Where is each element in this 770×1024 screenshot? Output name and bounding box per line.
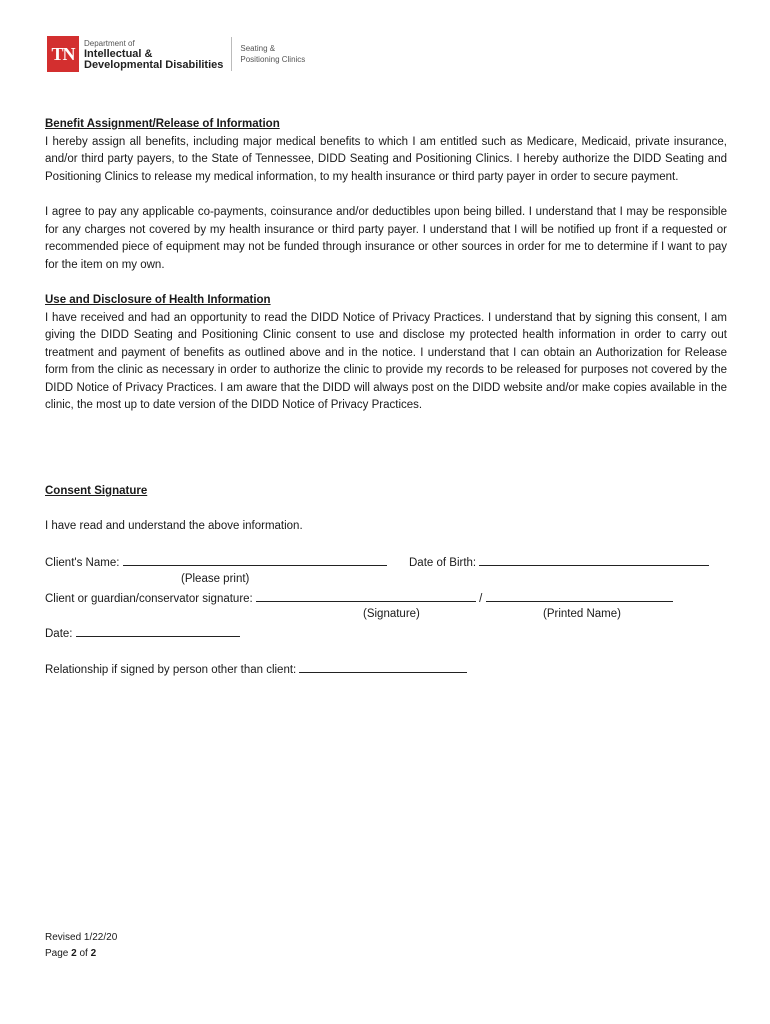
signature-label: Client or guardian/conservator signature: [45, 593, 253, 605]
benefit-heading: Benefit Assignment/Release of Information [45, 118, 280, 130]
page-number [45, 946, 117, 962]
please-print-caption: (Please print) [181, 573, 250, 585]
consent-heading: Consent Signature [45, 485, 148, 497]
date-row [45, 624, 240, 644]
clinic-name [240, 43, 305, 65]
printed-name-field[interactable] [486, 589, 673, 602]
date-field[interactable] [76, 624, 240, 637]
dob-field[interactable] [479, 553, 709, 566]
disclosure-heading: Use and Disclosure of Health Information [45, 294, 271, 306]
dept-line1: Intellectual & [84, 47, 153, 60]
letterhead [47, 32, 305, 76]
signature-caption: (Signature) [363, 608, 420, 620]
client-name-row [45, 553, 387, 573]
signature-slash: / [479, 593, 483, 605]
dept-line2: Developmental Disabilities [84, 58, 224, 71]
benefit-paragraph-2: I agree to pay any applicable co-payments, coinsurance and/or deductibles upon being billed. I understand that I may be responsible for any charges not covered by my health insurance or third party payer. I understand that I will be notified up front if a requested or recommended piece of equipment may not be funded through insurance or other sources in order for me to determine if I want to pay for the item on my own. [45, 206, 727, 271]
relationship-row [45, 660, 467, 680]
page-prefix: Page [45, 948, 69, 959]
page-total: 2 [90, 948, 97, 959]
header-divider [231, 37, 232, 71]
revision-date: Revised 1/22/20 [45, 932, 118, 943]
client-name-label: Client's Name: [45, 557, 120, 569]
benefit-paragraph-1: I hereby assign all benefits, including major medical benefits to which I am entitled such as Medicare, Medicaid, private insurance, and/or third party payers, to the State of Tennessee, DIDD Seating and Positioning Clinics. I hereby authorize the DIDD Seating and Positioning Clinics to release my medical information, to my health insurance or third party payer in order to secure payment. [45, 135, 727, 183]
consent-statement: I have read and understand the above information. [45, 520, 303, 532]
department-name [84, 38, 223, 71]
disclosure-paragraph: I have received and had an opportunity to read the DIDD Notice of Privacy Practices. I understand that by signing this consent, I am giving the DIDD Seating and Positioning Clinic consent to use and disclose my protected health information in order to carry out treatment and payment of benefits as outlined above and in the notice. I understand that I can obtain an Authorization for Release form from the clinic as necessary in order to authorize the clinic to provide my records to be released for purposes not covered by the DIDD Notice of Privacy Practices. I am aware that the DIDD will always post on the DIDD website and/or make copies available in the clinic, the most up to date version of the DIDD Notice of Privacy Practices. [45, 311, 727, 411]
clinic-line1: Seating & [240, 44, 276, 53]
page-of: of [79, 948, 88, 959]
page-footer [45, 930, 117, 962]
page-current: 2 [71, 948, 77, 959]
date-label: Date: [45, 628, 73, 640]
relationship-field[interactable] [299, 660, 467, 673]
signature-field[interactable] [256, 589, 476, 602]
client-name-field[interactable] [123, 553, 387, 566]
relationship-label: Relationship if signed by person other than client: [45, 664, 297, 676]
dob-row [409, 553, 709, 573]
document-body [45, 116, 727, 415]
dob-label: Date of Birth: [409, 557, 477, 569]
clinic-line2: Positioning Clinics [240, 55, 306, 64]
tn-logo: TN [47, 36, 79, 72]
dept-small: Department of [84, 38, 135, 48]
printed-name-caption: (Printed Name) [543, 608, 621, 620]
